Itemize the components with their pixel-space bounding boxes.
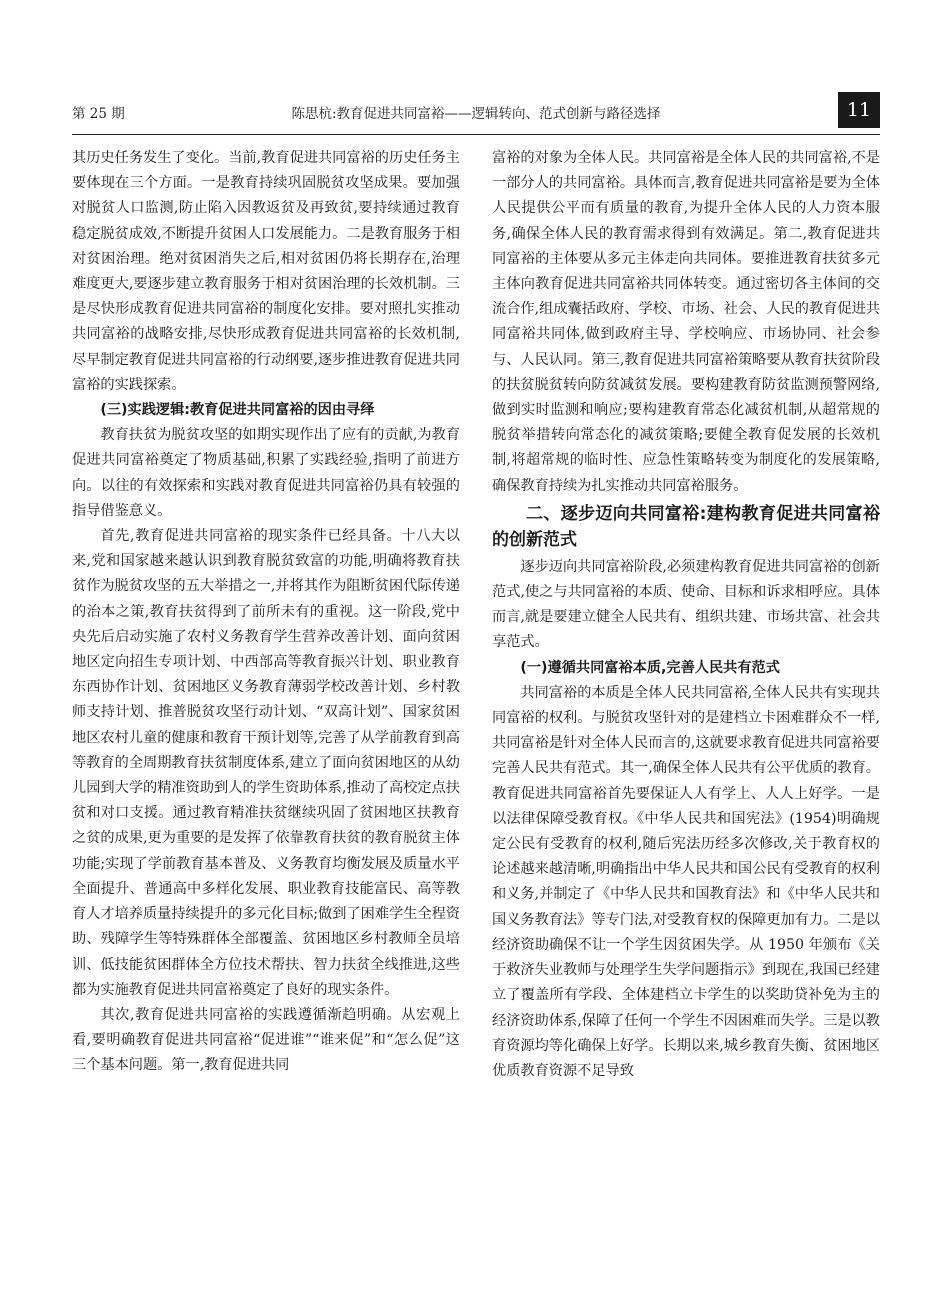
paragraph: 其次,教育促进共同富裕的实践遵循渐趋明确。从宏观上看,要明确教育促进共同富裕“促进谁”“谁来促”和“怎么促”这三个基本问题。第一,教育促进共同 <box>72 1006 460 1074</box>
section-heading: (一)遵循共同富裕本质,完善人民共有范式 <box>520 659 780 676</box>
section-heading: (三)实践逻辑:教育促进共同富裕的因由寻绎 <box>100 402 375 419</box>
paragraph: 首先,教育促进共同富裕的现实条件已经具备。十八大以来,党和国家越来越认识到教育脱贫致富的功能,明确将教育扶贫作为脱贫攻坚的五大举措之一,并将其作为阻断贫困代际传递的治本之策,教育扶贫得到了前所未有的重视。这一阶段,党中央先后启动实施了农村义务教育学生营养改善计划、面向贫困地区定向招生专项计划、中西部高等教育振兴计划、职业教育东西协作计划、贫困地区义务教育薄弱学校改善计划、乡村教师支持计划、推普脱贫攻坚行动计划、“双高计划”、国家贫困地区农村儿童的健康和教育干预计划等,完善了从学前教育到高等教育的全周期教育扶贫制度体系,建立了面向贫困地区的从幼儿园到大学的精准资助到人的学生资助体系,推动了高校定点扶贫和对口支援。通过教育精准扶贫继续巩固了贫困地区扶教育之贫的成果,更为重要的是发挥了依靠教育扶贫的教育脱贫主体功能;实现了学前教育基本普及、义务教育均衡发展及质量水平全面提升、普通高中多样化发展、职业教育技能富民、高等教育人才培养质量持续提升的多元化目标;做到了困难学生全程资助、残障学生等特殊群体全部覆盖、贫困地区乡村教师全员培训、低技能贫困群体全方位技术帮扶、智力扶贫全线推进,这些都为实施教育促进共同富裕奠定了良好的现实条件。 <box>72 528 460 998</box>
running-title: 陈思杭:教育促进共同富裕——逻辑转向、范式创新与路径选择 <box>291 106 661 122</box>
paragraph: 共同富裕的本质是全体人民共同富裕,全体人民共有实现共同富裕的权利。与脱贫攻坚针对的是建档立卡困难群众不一样,共同富裕是针对全体人民而言的,这就要求教育促进共同富裕要完善人民共有范式。其一,确保全体人民共有公平优质的教育。教育促进共同富裕首先要保证人人有学上、人人上好学。一是以法律保障受教育权。《中华人民共和国宪法》(1954)明确规定公民有受教育的权利,随后宪法历经多次修改,关于教育权的论述越来越清晰,明确指出中华人民共和国公民有受教育的权利和义务,并制定了《中华人民共和国教育法》和《中华人民共和国义务教育法》等专门法,对受教育权的保障更加有力。二是以经济资助确保不让一个学生因贫困失学。从 1950 年颁布《关于救济失业教师与处理学生失学问题指示》到现在,我国已经建立了覆盖所有学段、全体建档立卡学生的以奖助贷补免为主的经济资助体系,保障了任何一个学生不因困难而失学。三是以教育资源均等化确保上好学。长期以来,城乡教育失衡、贫困地区优质教育资源不足导致 <box>492 684 880 1079</box>
paragraph: 其历史任务发生了变化。当前,教育促进共同富裕的历史任务主要体现在三个方面。一是教育持续巩固脱贫攻坚成果。要加强对脱贫人口监测,防止陷入因教返贫及再致贫,要持续通过教育稳定脱贫成效,不断提升贫困人口发展能力。二是教育服务于相对贫困治理。绝对贫困消失之后,相对贫困仍将长期存在,治理难度更大,要逐步建立教育服务于相对贫困治理的长效机制。三是尽快形成教育促进共同富裕的制度化安排。要对照扎实推动共同富裕的战略安排,尽快形成教育促进共同富裕的长效机制,尽早制定教育促进共同富裕的行动纲要,逐步推进教育促进共同富裕的实践探索。 <box>72 150 460 393</box>
header-rule <box>72 134 880 135</box>
issue-number: 第 25 期 <box>72 106 125 122</box>
right-column <box>492 146 880 1084</box>
paragraph: 逐步迈向共同富裕阶段,必须建构教育促进共同富裕的创新范式,使之与共同富裕的本质、使命、目标和诉求相呼应。具体而言,就是要建立健全人民共有、组织共建、市场共富、社会共享范式。 <box>492 558 880 651</box>
page-header <box>72 92 880 132</box>
chapter-heading: 二、逐步迈向共同富裕:建构教育促进共同富裕的创新范式 <box>492 503 880 550</box>
paragraph: 富裕的对象为全体人民。共同富裕是全体人民的共同富裕,不是一部分人的共同富裕。具体而言,教育促进共同富裕是要为全体人民提供公平而有质量的教育,为提升全体人民的人力资本服务,确保全体人民的教育需求得到有效满足。第二,教育促进共同富裕的主体要从多元主体走向共同体。要推进教育扶贫多元主体向教育促进共同富裕共同体转变。通过密切各主体间的交流合作,组成囊括政府、学校、市场、社会、人民的教育促进共同富裕共同体,做到政府主导、学校响应、市场协同、社会参与、人民认同。第三,教育促进共同富裕策略要从教育扶贫阶段的扶贫脱贫转向防贫减贫发展。要构建教育防贫监测预警网络,做到实时监测和响应;要构建教育常态化减贫机制,从超常规的脱贫举措转向常态化的减贫策略;要健全教育促发展的长效机制,将超常规的临时性、应急性策略转变为制度化的发展策略,确保教育持续为扎实推动共同富裕服务。 <box>492 150 880 494</box>
page-number: 11 <box>838 92 880 128</box>
left-column <box>72 146 460 1079</box>
paragraph: 教育扶贫为脱贫攻坚的如期实现作出了应有的贡献,为教育促进共同富裕奠定了物质基础,积累了实践经验,指明了前进方向。以往的有效探索和实践对教育促进共同富裕仍具有较强的指导借鉴意义。 <box>72 427 460 519</box>
